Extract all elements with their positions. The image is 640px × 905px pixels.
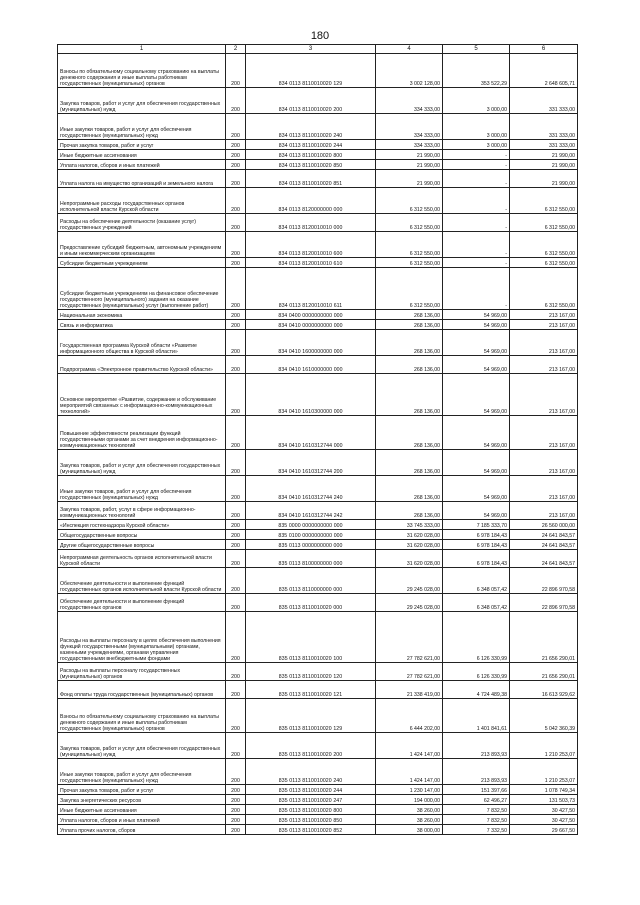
row-executed-cell: 54 969,00: [443, 416, 510, 450]
row-kbk-cell: 834 0113 8110010020 200: [246, 88, 376, 114]
row-kbk-cell: 835 0113 8110010020 100: [246, 612, 376, 663]
row-approved-cell: 27 782 621,00: [376, 612, 443, 663]
row-name-cell: Закупка товаров, работ и услуг для обеспечения государственных (муниципальных) нужд: [58, 450, 226, 476]
row-approved-cell: 1 424 147,00: [376, 733, 443, 759]
row-name-cell: Повышение эффективности реализации функций государственными органами за счет внедрения информационно-коммуникационных технологий: [58, 416, 226, 450]
row-unexecuted-cell: 6 312 550,00: [510, 268, 578, 310]
row-kbk-cell: 835 0113 8110010020 121: [246, 681, 376, 699]
row-executed-cell: -: [443, 150, 510, 160]
row-kbk-cell: 835 0113 8110010020 800: [246, 805, 376, 815]
row-executed-cell: -: [443, 160, 510, 170]
row-code-cell: 200: [226, 54, 246, 88]
row-executed-cell: 6 978 184,43: [443, 540, 510, 550]
row-executed-cell: 6 348 057,42: [443, 568, 510, 594]
row-approved-cell: 21 990,00: [376, 160, 443, 170]
row-approved-cell: 268 136,00: [376, 356, 443, 374]
row-approved-cell: 6 312 550,00: [376, 188, 443, 214]
table-row: [58, 160, 578, 170]
row-code-cell: 200: [226, 795, 246, 805]
table-body: [58, 54, 578, 835]
row-unexecuted-cell: 213 167,00: [510, 416, 578, 450]
row-code-cell: 200: [226, 520, 246, 530]
row-unexecuted-cell: 331 333,00: [510, 88, 578, 114]
table-row: [58, 150, 578, 160]
row-code-cell: 200: [226, 214, 246, 232]
row-name-cell: Уплата налогов, сборов и иных платежей: [58, 815, 226, 825]
row-name-cell: Общегосударственные вопросы: [58, 530, 226, 540]
row-kbk-cell: 834 0410 1610300000 000: [246, 374, 376, 416]
table-header-row: [58, 45, 578, 54]
column-header: 3: [246, 45, 376, 54]
row-kbk-cell: 834 0113 8110010020 800: [246, 150, 376, 160]
row-approved-cell: 21 990,00: [376, 150, 443, 160]
table-row: [58, 374, 578, 416]
row-approved-cell: 1 424 147,00: [376, 759, 443, 785]
row-unexecuted-cell: 6 312 550,00: [510, 188, 578, 214]
row-executed-cell: 7 185 333,70: [443, 520, 510, 530]
row-approved-cell: 29 245 028,00: [376, 568, 443, 594]
row-code-cell: 200: [226, 540, 246, 550]
table-row: [58, 330, 578, 356]
column-header: 4: [376, 45, 443, 54]
row-kbk-cell: 835 0113 0000000000 000: [246, 540, 376, 550]
row-code-cell: 200: [226, 805, 246, 815]
row-unexecuted-cell: 22 896 970,58: [510, 568, 578, 594]
table-row: [58, 612, 578, 663]
table-row: [58, 815, 578, 825]
row-unexecuted-cell: 26 560 000,00: [510, 520, 578, 530]
row-unexecuted-cell: 213 167,00: [510, 310, 578, 320]
row-kbk-cell: 834 0410 1610000000 000: [246, 356, 376, 374]
row-approved-cell: 38 260,00: [376, 815, 443, 825]
row-executed-cell: 54 969,00: [443, 450, 510, 476]
row-kbk-cell: 835 0113 8110010020 200: [246, 733, 376, 759]
table-row: [58, 759, 578, 785]
row-kbk-cell: 834 0410 0000000000 000: [246, 320, 376, 330]
row-kbk-cell: 834 0410 1610312744 200: [246, 450, 376, 476]
row-name-cell: Уплата налогов, сборов и иных платежей: [58, 160, 226, 170]
row-name-cell: Другие общегосударственные вопросы: [58, 540, 226, 550]
row-kbk-cell: 834 0113 8110010020 850: [246, 160, 376, 170]
row-code-cell: 200: [226, 550, 246, 568]
row-kbk-cell: 834 0410 1610312744 242: [246, 502, 376, 520]
row-unexecuted-cell: 30 427,50: [510, 815, 578, 825]
row-name-cell: Иные закупки товаров, работ и услуг для обеспечения государственных (муниципальных) нужд: [58, 114, 226, 140]
row-executed-cell: 213 893,93: [443, 759, 510, 785]
row-code-cell: 200: [226, 170, 246, 188]
row-name-cell: Фонд оплаты труда государственных (муниципальных) органов: [58, 681, 226, 699]
row-name-cell: Расходы на выплаты персоналу в целях обеспечения выполнения функций государственными (муниципальными) органами, казенными учреждениями, органами управления государственными внебюджетными фондами: [58, 612, 226, 663]
row-name-cell: Национальная экономика: [58, 310, 226, 320]
row-executed-cell: -: [443, 170, 510, 188]
row-code-cell: 200: [226, 258, 246, 268]
row-executed-cell: 3 000,00: [443, 88, 510, 114]
row-approved-cell: 6 312 550,00: [376, 232, 443, 258]
row-unexecuted-cell: 1 210 253,07: [510, 733, 578, 759]
row-executed-cell: 151 397,66: [443, 785, 510, 795]
row-kbk-cell: 835 0113 8110010020 852: [246, 825, 376, 835]
table-row: [58, 214, 578, 232]
row-code-cell: 200: [226, 232, 246, 258]
row-unexecuted-cell: 21 656 290,01: [510, 612, 578, 663]
row-executed-cell: 6 348 057,42: [443, 594, 510, 612]
row-executed-cell: 54 969,00: [443, 502, 510, 520]
row-code-cell: 200: [226, 268, 246, 310]
row-approved-cell: 31 620 028,00: [376, 540, 443, 550]
row-approved-cell: 194 000,00: [376, 795, 443, 805]
row-executed-cell: 3 000,00: [443, 140, 510, 150]
row-unexecuted-cell: 21 990,00: [510, 150, 578, 160]
row-unexecuted-cell: 213 167,00: [510, 320, 578, 330]
row-unexecuted-cell: 21 990,00: [510, 170, 578, 188]
table-row: [58, 540, 578, 550]
row-code-cell: 200: [226, 663, 246, 681]
column-header: 6: [510, 45, 578, 54]
row-approved-cell: 21 990,00: [376, 170, 443, 188]
row-approved-cell: 6 312 550,00: [376, 258, 443, 268]
row-unexecuted-cell: 6 312 550,00: [510, 214, 578, 232]
row-executed-cell: 6 978 184,43: [443, 550, 510, 568]
row-unexecuted-cell: 2 648 605,71: [510, 54, 578, 88]
table-row: [58, 232, 578, 258]
row-kbk-cell: 835 0113 8110010020 000: [246, 594, 376, 612]
row-name-cell: Уплата прочих налогов, сборов: [58, 825, 226, 835]
row-name-cell: Расходы на обеспечение деятельности (оказание услуг) государственных учреждений: [58, 214, 226, 232]
row-approved-cell: 29 245 028,00: [376, 594, 443, 612]
row-unexecuted-cell: 22 896 970,58: [510, 594, 578, 612]
row-unexecuted-cell: 213 167,00: [510, 356, 578, 374]
row-executed-cell: 62 496,27: [443, 795, 510, 805]
row-kbk-cell: 834 0400 0000000000 000: [246, 310, 376, 320]
row-kbk-cell: 834 0113 8110010020 851: [246, 170, 376, 188]
row-kbk-cell: 834 0113 8120010010 600: [246, 232, 376, 258]
row-executed-cell: 7 832,50: [443, 815, 510, 825]
row-executed-cell: 6 126 330,99: [443, 612, 510, 663]
table-row: [58, 825, 578, 835]
row-name-cell: Закупка товаров, работ и услуг для обеспечения государственных (муниципальных) нужд: [58, 733, 226, 759]
row-approved-cell: 31 620 028,00: [376, 550, 443, 568]
row-code-cell: 200: [226, 450, 246, 476]
row-unexecuted-cell: 21 990,00: [510, 160, 578, 170]
row-unexecuted-cell: 30 427,50: [510, 805, 578, 815]
table-row: [58, 140, 578, 150]
table-row: [58, 520, 578, 530]
row-approved-cell: 268 136,00: [376, 310, 443, 320]
row-code-cell: 200: [226, 416, 246, 450]
row-kbk-cell: 834 0113 8120010010 000: [246, 214, 376, 232]
table-row: [58, 268, 578, 310]
row-kbk-cell: 835 0113 8110010020 120: [246, 663, 376, 681]
budget-table: [57, 44, 578, 835]
row-unexecuted-cell: 131 503,73: [510, 795, 578, 805]
row-executed-cell: 6 126 330,99: [443, 663, 510, 681]
row-executed-cell: 3 000,00: [443, 114, 510, 140]
row-approved-cell: 334 333,00: [376, 88, 443, 114]
row-name-cell: Непрограммные расходы государственных органов исполнительной власти Курской области: [58, 188, 226, 214]
row-kbk-cell: 834 0113 8120010010 611: [246, 268, 376, 310]
row-approved-cell: 268 136,00: [376, 330, 443, 356]
table-row: [58, 114, 578, 140]
table-row: [58, 258, 578, 268]
row-executed-cell: 7 832,50: [443, 805, 510, 815]
row-executed-cell: -: [443, 268, 510, 310]
table-row: [58, 356, 578, 374]
row-code-cell: 200: [226, 733, 246, 759]
table-row: [58, 699, 578, 733]
column-header: 2: [226, 45, 246, 54]
row-code-cell: 200: [226, 815, 246, 825]
row-kbk-cell: 835 0100 0000000000 000: [246, 530, 376, 540]
row-name-cell: Предоставление субсидий бюджетным, автономным учреждениям и иным некоммерческим организациям: [58, 232, 226, 258]
table-row: [58, 733, 578, 759]
row-unexecuted-cell: 213 167,00: [510, 476, 578, 502]
row-kbk-cell: 835 0113 8110000000 000: [246, 568, 376, 594]
row-approved-cell: 1 230 147,00: [376, 785, 443, 795]
row-executed-cell: 353 522,29: [443, 54, 510, 88]
row-approved-cell: 31 620 028,00: [376, 530, 443, 540]
row-name-cell: Субсидии бюджетным учреждениям: [58, 258, 226, 268]
row-code-cell: 200: [226, 699, 246, 733]
row-code-cell: 200: [226, 568, 246, 594]
row-code-cell: 200: [226, 114, 246, 140]
row-executed-cell: 54 969,00: [443, 476, 510, 502]
table-row: [58, 450, 578, 476]
row-executed-cell: 213 893,93: [443, 733, 510, 759]
row-approved-cell: 268 136,00: [376, 416, 443, 450]
row-approved-cell: 268 136,00: [376, 476, 443, 502]
row-unexecuted-cell: 16 613 929,62: [510, 681, 578, 699]
row-code-cell: 200: [226, 320, 246, 330]
row-name-cell: Закупка энергетических ресурсов: [58, 795, 226, 805]
row-unexecuted-cell: 24 641 843,57: [510, 540, 578, 550]
table-row: [58, 476, 578, 502]
row-name-cell: Основное мероприятие «Развитие, содержание и обслуживание мероприятий связанных с информационно-коммуникационных технологий»: [58, 374, 226, 416]
row-unexecuted-cell: 331 333,00: [510, 114, 578, 140]
row-name-cell: Закупка товаров, работ и услуг для обеспечения государственных (муниципальных) нужд: [58, 88, 226, 114]
row-executed-cell: 6 978 184,43: [443, 530, 510, 540]
row-executed-cell: 54 969,00: [443, 356, 510, 374]
row-approved-cell: 21 338 419,00: [376, 681, 443, 699]
column-header: 1: [58, 45, 226, 54]
row-executed-cell: -: [443, 188, 510, 214]
page-number: 180: [310, 30, 330, 42]
row-executed-cell: -: [443, 258, 510, 268]
row-code-cell: 200: [226, 356, 246, 374]
row-kbk-cell: 835 0113 8110010020 129: [246, 699, 376, 733]
row-approved-cell: 268 136,00: [376, 450, 443, 476]
row-name-cell: Связь и информатика: [58, 320, 226, 330]
table-row: [58, 805, 578, 815]
row-code-cell: 200: [226, 88, 246, 114]
row-approved-cell: 268 136,00: [376, 502, 443, 520]
row-executed-cell: 7 332,50: [443, 825, 510, 835]
row-code-cell: 200: [226, 374, 246, 416]
row-name-cell: Обеспечение деятельности и выполнение функций государственных органов исполнительной власти Курской области: [58, 568, 226, 594]
row-kbk-cell: 835 0113 8110010020 850: [246, 815, 376, 825]
row-unexecuted-cell: 213 167,00: [510, 330, 578, 356]
table-row: [58, 416, 578, 450]
row-kbk-cell: 835 0113 8100000000 000: [246, 550, 376, 568]
row-name-cell: Иные бюджетные ассигнования: [58, 150, 226, 160]
row-name-cell: Обеспечение деятельности и выполнение функций государственных органов: [58, 594, 226, 612]
table-row: [58, 88, 578, 114]
row-code-cell: 200: [226, 612, 246, 663]
row-executed-cell: 54 969,00: [443, 374, 510, 416]
row-approved-cell: 27 782 621,00: [376, 663, 443, 681]
row-name-cell: Субсидии бюджетным учреждениям на финансовое обеспечение государственного (муниципального) задания на оказание государственных (муниципальных) услуг (выполнение работ): [58, 268, 226, 310]
table-row: [58, 320, 578, 330]
row-code-cell: 200: [226, 530, 246, 540]
table-row: [58, 594, 578, 612]
row-code-cell: 200: [226, 476, 246, 502]
row-code-cell: 200: [226, 785, 246, 795]
row-unexecuted-cell: 213 167,00: [510, 502, 578, 520]
row-approved-cell: 6 444 202,00: [376, 699, 443, 733]
table-row: [58, 502, 578, 520]
row-executed-cell: 54 969,00: [443, 320, 510, 330]
row-code-cell: 200: [226, 825, 246, 835]
row-unexecuted-cell: 1 210 253,07: [510, 759, 578, 785]
row-kbk-cell: 834 0113 8110010020 244: [246, 140, 376, 150]
row-code-cell: 200: [226, 502, 246, 520]
row-executed-cell: 1 401 841,61: [443, 699, 510, 733]
row-approved-cell: 6 312 550,00: [376, 214, 443, 232]
row-code-cell: 200: [226, 188, 246, 214]
row-kbk-cell: 835 0113 8110010020 240: [246, 759, 376, 785]
row-kbk-cell: 834 0410 1600000000 000: [246, 330, 376, 356]
row-unexecuted-cell: 21 656 290,01: [510, 663, 578, 681]
row-name-cell: Закупка товаров, работ, услуг в сфере информационно-коммуникационных технологий: [58, 502, 226, 520]
row-name-cell: «Инспекция гостехнадзора Курской области»: [58, 520, 226, 530]
row-approved-cell: 38 000,00: [376, 825, 443, 835]
row-executed-cell: 54 969,00: [443, 310, 510, 320]
row-name-cell: Взносы по обязательному социальному страхованию на выплаты денежного содержания и иные выплаты работникам государственных (муниципальных) органов: [58, 54, 226, 88]
table-row: [58, 54, 578, 88]
table-row: [58, 795, 578, 805]
row-approved-cell: 38 260,00: [376, 805, 443, 815]
row-code-cell: 200: [226, 759, 246, 785]
table-row: [58, 530, 578, 540]
row-name-cell: Иные закупки товаров, работ и услуг для обеспечения государственных (муниципальных) нужд: [58, 759, 226, 785]
row-code-cell: 200: [226, 160, 246, 170]
row-name-cell: Взносы по обязательному социальному страхованию на выплаты денежного содержания и иные выплаты работникам государственных (муниципальных) органов: [58, 699, 226, 733]
row-unexecuted-cell: 1 078 749,34: [510, 785, 578, 795]
row-kbk-cell: 834 0113 8120010010 610: [246, 258, 376, 268]
row-approved-cell: 334 333,00: [376, 140, 443, 150]
row-code-cell: 200: [226, 681, 246, 699]
row-executed-cell: -: [443, 214, 510, 232]
row-name-cell: Уплата налога на имущество организаций и земельного налога: [58, 170, 226, 188]
column-header: 5: [443, 45, 510, 54]
row-name-cell: Непрограммная деятельность органов исполнительной власти Курской области: [58, 550, 226, 568]
row-unexecuted-cell: 24 641 843,57: [510, 530, 578, 540]
row-executed-cell: -: [443, 232, 510, 258]
row-kbk-cell: 835 0113 8110010020 247: [246, 795, 376, 805]
row-name-cell: Прочая закупка товаров, работ и услуг: [58, 785, 226, 795]
row-unexecuted-cell: 24 641 843,57: [510, 550, 578, 568]
row-approved-cell: 334 333,00: [376, 114, 443, 140]
row-unexecuted-cell: 6 312 550,00: [510, 232, 578, 258]
row-unexecuted-cell: 29 667,50: [510, 825, 578, 835]
table-row: [58, 310, 578, 320]
row-approved-cell: 268 136,00: [376, 374, 443, 416]
row-approved-cell: 6 312 550,00: [376, 268, 443, 310]
table-row: [58, 568, 578, 594]
table-row: [58, 550, 578, 568]
row-approved-cell: 268 136,00: [376, 320, 443, 330]
row-code-cell: 200: [226, 310, 246, 320]
row-kbk-cell: 835 0113 8110010020 244: [246, 785, 376, 795]
row-name-cell: Подпрограмма «Электронное правительство Курской области»: [58, 356, 226, 374]
row-kbk-cell: 835 0000 0000000000 000: [246, 520, 376, 530]
row-code-cell: 200: [226, 594, 246, 612]
row-kbk-cell: 834 0113 8120000000 000: [246, 188, 376, 214]
table-row: [58, 681, 578, 699]
table-row: [58, 188, 578, 214]
row-unexecuted-cell: 213 167,00: [510, 374, 578, 416]
row-kbk-cell: 834 0410 1610312744 240: [246, 476, 376, 502]
row-code-cell: 200: [226, 150, 246, 160]
row-name-cell: Государственная программа Курской области «Развитие информационного общества в Курской области»: [58, 330, 226, 356]
row-kbk-cell: 834 0113 8110010020 240: [246, 114, 376, 140]
row-approved-cell: 33 745 333,00: [376, 520, 443, 530]
row-name-cell: Расходы на выплаты персоналу государственных (муниципальных) органов: [58, 663, 226, 681]
table-row: [58, 170, 578, 188]
row-unexecuted-cell: 5 042 360,39: [510, 699, 578, 733]
row-name-cell: Иные закупки товаров, работ и услуг для обеспечения государственных (муниципальных) нужд: [58, 476, 226, 502]
table-row: [58, 663, 578, 681]
row-code-cell: 200: [226, 330, 246, 356]
row-kbk-cell: 834 0113 8110010020 129: [246, 54, 376, 88]
row-kbk-cell: 834 0410 1610312744 000: [246, 416, 376, 450]
row-executed-cell: 54 969,00: [443, 330, 510, 356]
row-unexecuted-cell: 213 167,00: [510, 450, 578, 476]
row-executed-cell: 4 724 489,38: [443, 681, 510, 699]
row-unexecuted-cell: 6 312 550,00: [510, 258, 578, 268]
row-approved-cell: 3 002 128,00: [376, 54, 443, 88]
table-row: [58, 785, 578, 795]
row-unexecuted-cell: 331 333,00: [510, 140, 578, 150]
row-code-cell: 200: [226, 140, 246, 150]
row-name-cell: Иные бюджетные ассигнования: [58, 805, 226, 815]
row-name-cell: Прочая закупка товаров, работ и услуг: [58, 140, 226, 150]
